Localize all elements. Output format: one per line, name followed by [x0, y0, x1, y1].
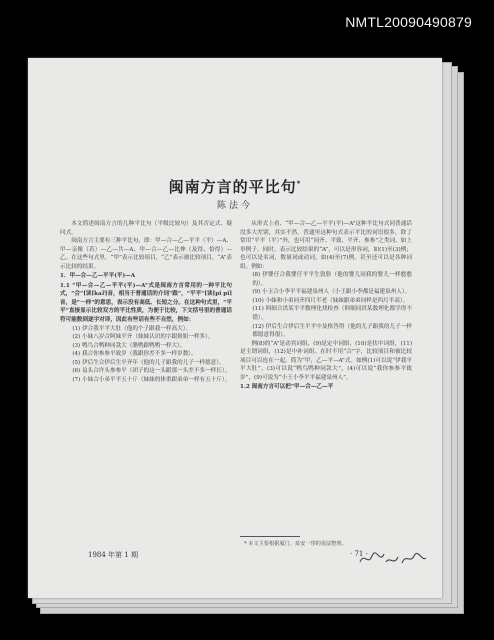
right-column — [240, 220, 412, 392]
example-sentence: (8) 伊婴仔合我婴仔平平生敦脸（他的婴儿同我的婴儿一样憨憨的）。 — [252, 272, 412, 287]
issue-label: 1984 年第 1 期 — [88, 551, 138, 559]
document-page — [28, 58, 442, 598]
example-sentence: (11) 阿细合洪某平平数理化找检查（阿细同洪某数理化都学得不错）。 — [252, 306, 412, 322]
section-heading: 1．甲—合—乙—平平(平)—A — [60, 273, 136, 280]
example-sentence: (1) 伊合我平平大肚（他的个子跟我一样高大）。 — [72, 325, 192, 332]
archive-id: NMTL20090490879 — [345, 14, 472, 30]
section-heading: 1.2 闽南方言可以把“甲—合—乙—平 — [240, 384, 334, 391]
page-number: · 71 · — [350, 550, 368, 558]
title-footnote-mark: * — [296, 179, 302, 188]
footnote-rule — [240, 536, 300, 537]
left-column — [60, 220, 232, 384]
example-sentence: (6) 益头合许头参参平（团子的这一头跟那一头差不多一样长）。 — [72, 368, 231, 375]
body-paragraph: 本文简述闽南方言的几种平比句（平级比较句）及其否定式、疑问式。 — [60, 221, 232, 236]
example-sentence: (5) 伊后生合伊后生平齐年（他的儿子跟我的儿子一样愿意）。 — [72, 359, 225, 366]
example-sentence: (9) 小玉合小李平平福建泉州人（小王跟小李都是福建泉州人）。 — [252, 289, 411, 296]
example-sentence: (12) 伊后生合伊后生平平中及格答得（他的儿子跟我的儿子一样都愿意得很）。 — [252, 323, 412, 339]
example-sentence: (2) 小妹八岁合阿妹平齐（妹妹认识的字跟姐姐一样多）。 — [72, 334, 214, 341]
body-paragraph: 从形式上看，“甲—合—乙—平平(平)—A”这种平比句式同普通话没多大差别，其实不然。普通里这种句式表示平比的词语很多，除了常用“平平（平）”外，也可用“同齐、平致、平齐、参参”之类词，如上举例子。同时，表示比较结果的“A”，可以是形容词，如(1)至(3)例；也可以是名词，数量词或动词，如(4)至(7)例。甚至还可以是各种词组。例如： — [240, 221, 412, 270]
example-sentence: (7) 小妹合小弟平平五十斤（妹妹的体重跟弟弟一样有五十斤）。 — [72, 376, 231, 383]
example-sentence: (3) 鸭鸟合鸭种同款大（腊鸭跟鸭鸭一样大）。 — [72, 342, 186, 349]
article-title-text: 闽南方言的平比句 — [168, 178, 297, 196]
footnote: * 本文主要根据厦门、泉安一带的说法整理。 — [244, 541, 347, 547]
handwritten-signature — [358, 548, 428, 570]
article-title — [28, 176, 442, 197]
example-sentence: (10) 小妹和小弟同齐四尺半老（妹妹跟弟弟同样是四尺半高）。 — [252, 297, 409, 304]
section-heading: 1.1 “甲—合—乙—平平(平)—A”式是闽南方言常用的一种平比句式，“合”[读[kaʔ]音，相当于普通话的介词“跟”，“平平”[读[pĩ pĩ]音，是“一样”的意思，表示没有高低、长短之分。在这种句式里，“平平”直接显示比较双方的平比性质，为便于比较，下文括号里的普通话符可能数到逐字对译，因此有些话有些不自然，例如： — [60, 282, 232, 324]
example-sentence: (4) 我合你参参平致岁（我跟你差不多一样岁数）。 — [72, 351, 197, 358]
body-paragraph: 例(8)的“A”是动宾词组，(9)是定中词组，(10)是状中词组，(11)是主谓词组，(12)是中补词组。在时不用“合”字，比较项目和被比较项目可以连在一起，简为“甲，乙—平—A”式。如例(1)可以说“伊我平平大肚”，(3)可以说“鸭鸟鸭种同款大”，(4)可以说“我你参参平致岁”，(9)可说为“小王小李平平福建泉州人”。 — [240, 340, 412, 381]
body-paragraph: 闽南方言主要有三种平比句，即：甲—合—乙—平平（平）—A、甲—亲像（若）—乙—共—A、甲—合—乙—比伸（及得、恰得）—乙。在这些句式里，“甲”表示比较项目，“乙”表示被比较项目，“A”表示比较的结果。 — [60, 238, 232, 270]
article-author: 陈法今 — [216, 201, 253, 211]
